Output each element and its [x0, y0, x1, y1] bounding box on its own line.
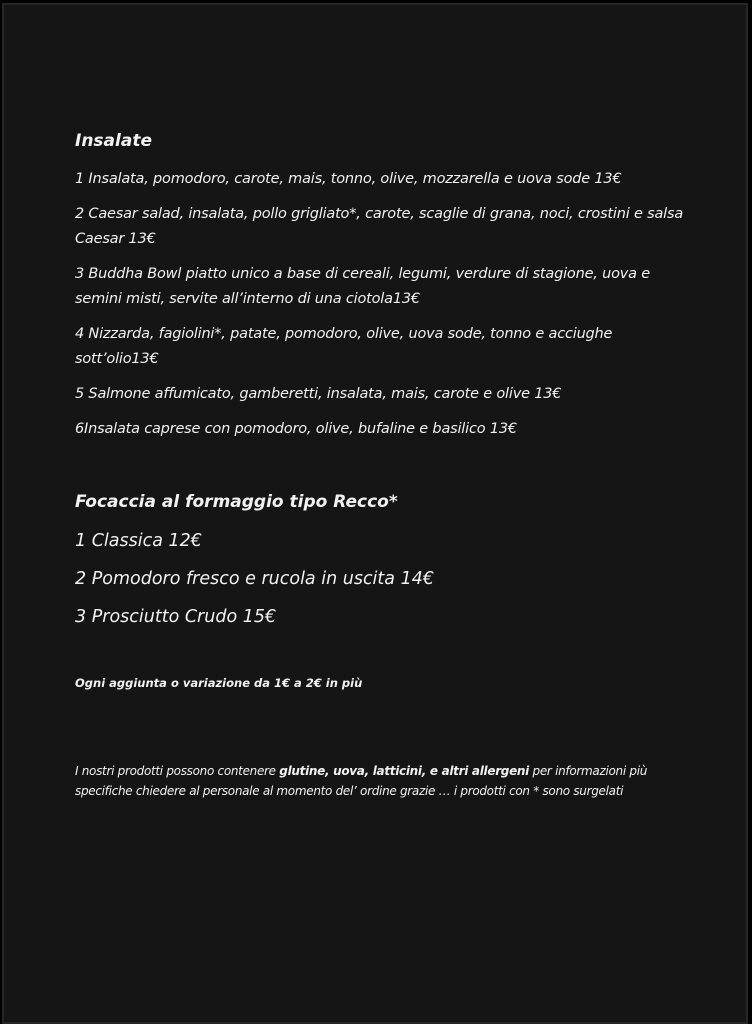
focaccia-item: 3 Prosciutto Crudo 15€ — [75, 607, 277, 627]
salad-item: 4 Nizzarda, fagiolini*, patate, pomodoro, olive, uova sode, tonno e acciughe sott’olio13€ — [75, 326, 613, 367]
allergen-list: glutine, uova, latticini, e altri allergeni — [279, 764, 529, 778]
focaccia-item: 1 Classica 12€ — [75, 531, 202, 551]
salad-item: 6Insalata caprese con pomodoro, olive, bufaline e basilico 13€ — [75, 421, 517, 437]
salad-item: 3 Buddha Bowl piatto unico a base di cereali, legumi, verdure di stagione, uova e semini misti, servite all’interno di una ciotola13€ — [75, 266, 650, 307]
variation-note: Ogni aggiunta o variazione da 1€ a 2€ in più — [75, 676, 363, 690]
salad-item: 2 Caesar salad, insalata, pollo grigliato*, carote, scaglie di grana, noci, crostini e salsa Caesar 13€ — [75, 206, 684, 247]
focaccia-title: Focaccia al formaggio tipo Recco* — [75, 492, 398, 512]
allergen-disclaimer — [75, 761, 675, 801]
disclaimer-text: per informazioni più specifiche chiedere al personale al momento del’ ordine grazie … i prodotti con * sono surgelati — [75, 764, 648, 798]
salads-title: Insalate — [75, 131, 152, 151]
salad-item: 1 Insalata, pomodoro, carote, mais, tonno, olive, mozzarella e uova sode 13€ — [75, 171, 622, 187]
menu-page — [2, 3, 748, 1024]
salad-item: 5 Salmone affumicato, gamberetti, insalata, mais, carote e olive 13€ — [75, 386, 562, 402]
disclaimer-text: I nostri prodotti possono contenere — [75, 764, 280, 778]
focaccia-item: 2 Pomodoro fresco e rucola in uscita 14€ — [75, 569, 434, 589]
